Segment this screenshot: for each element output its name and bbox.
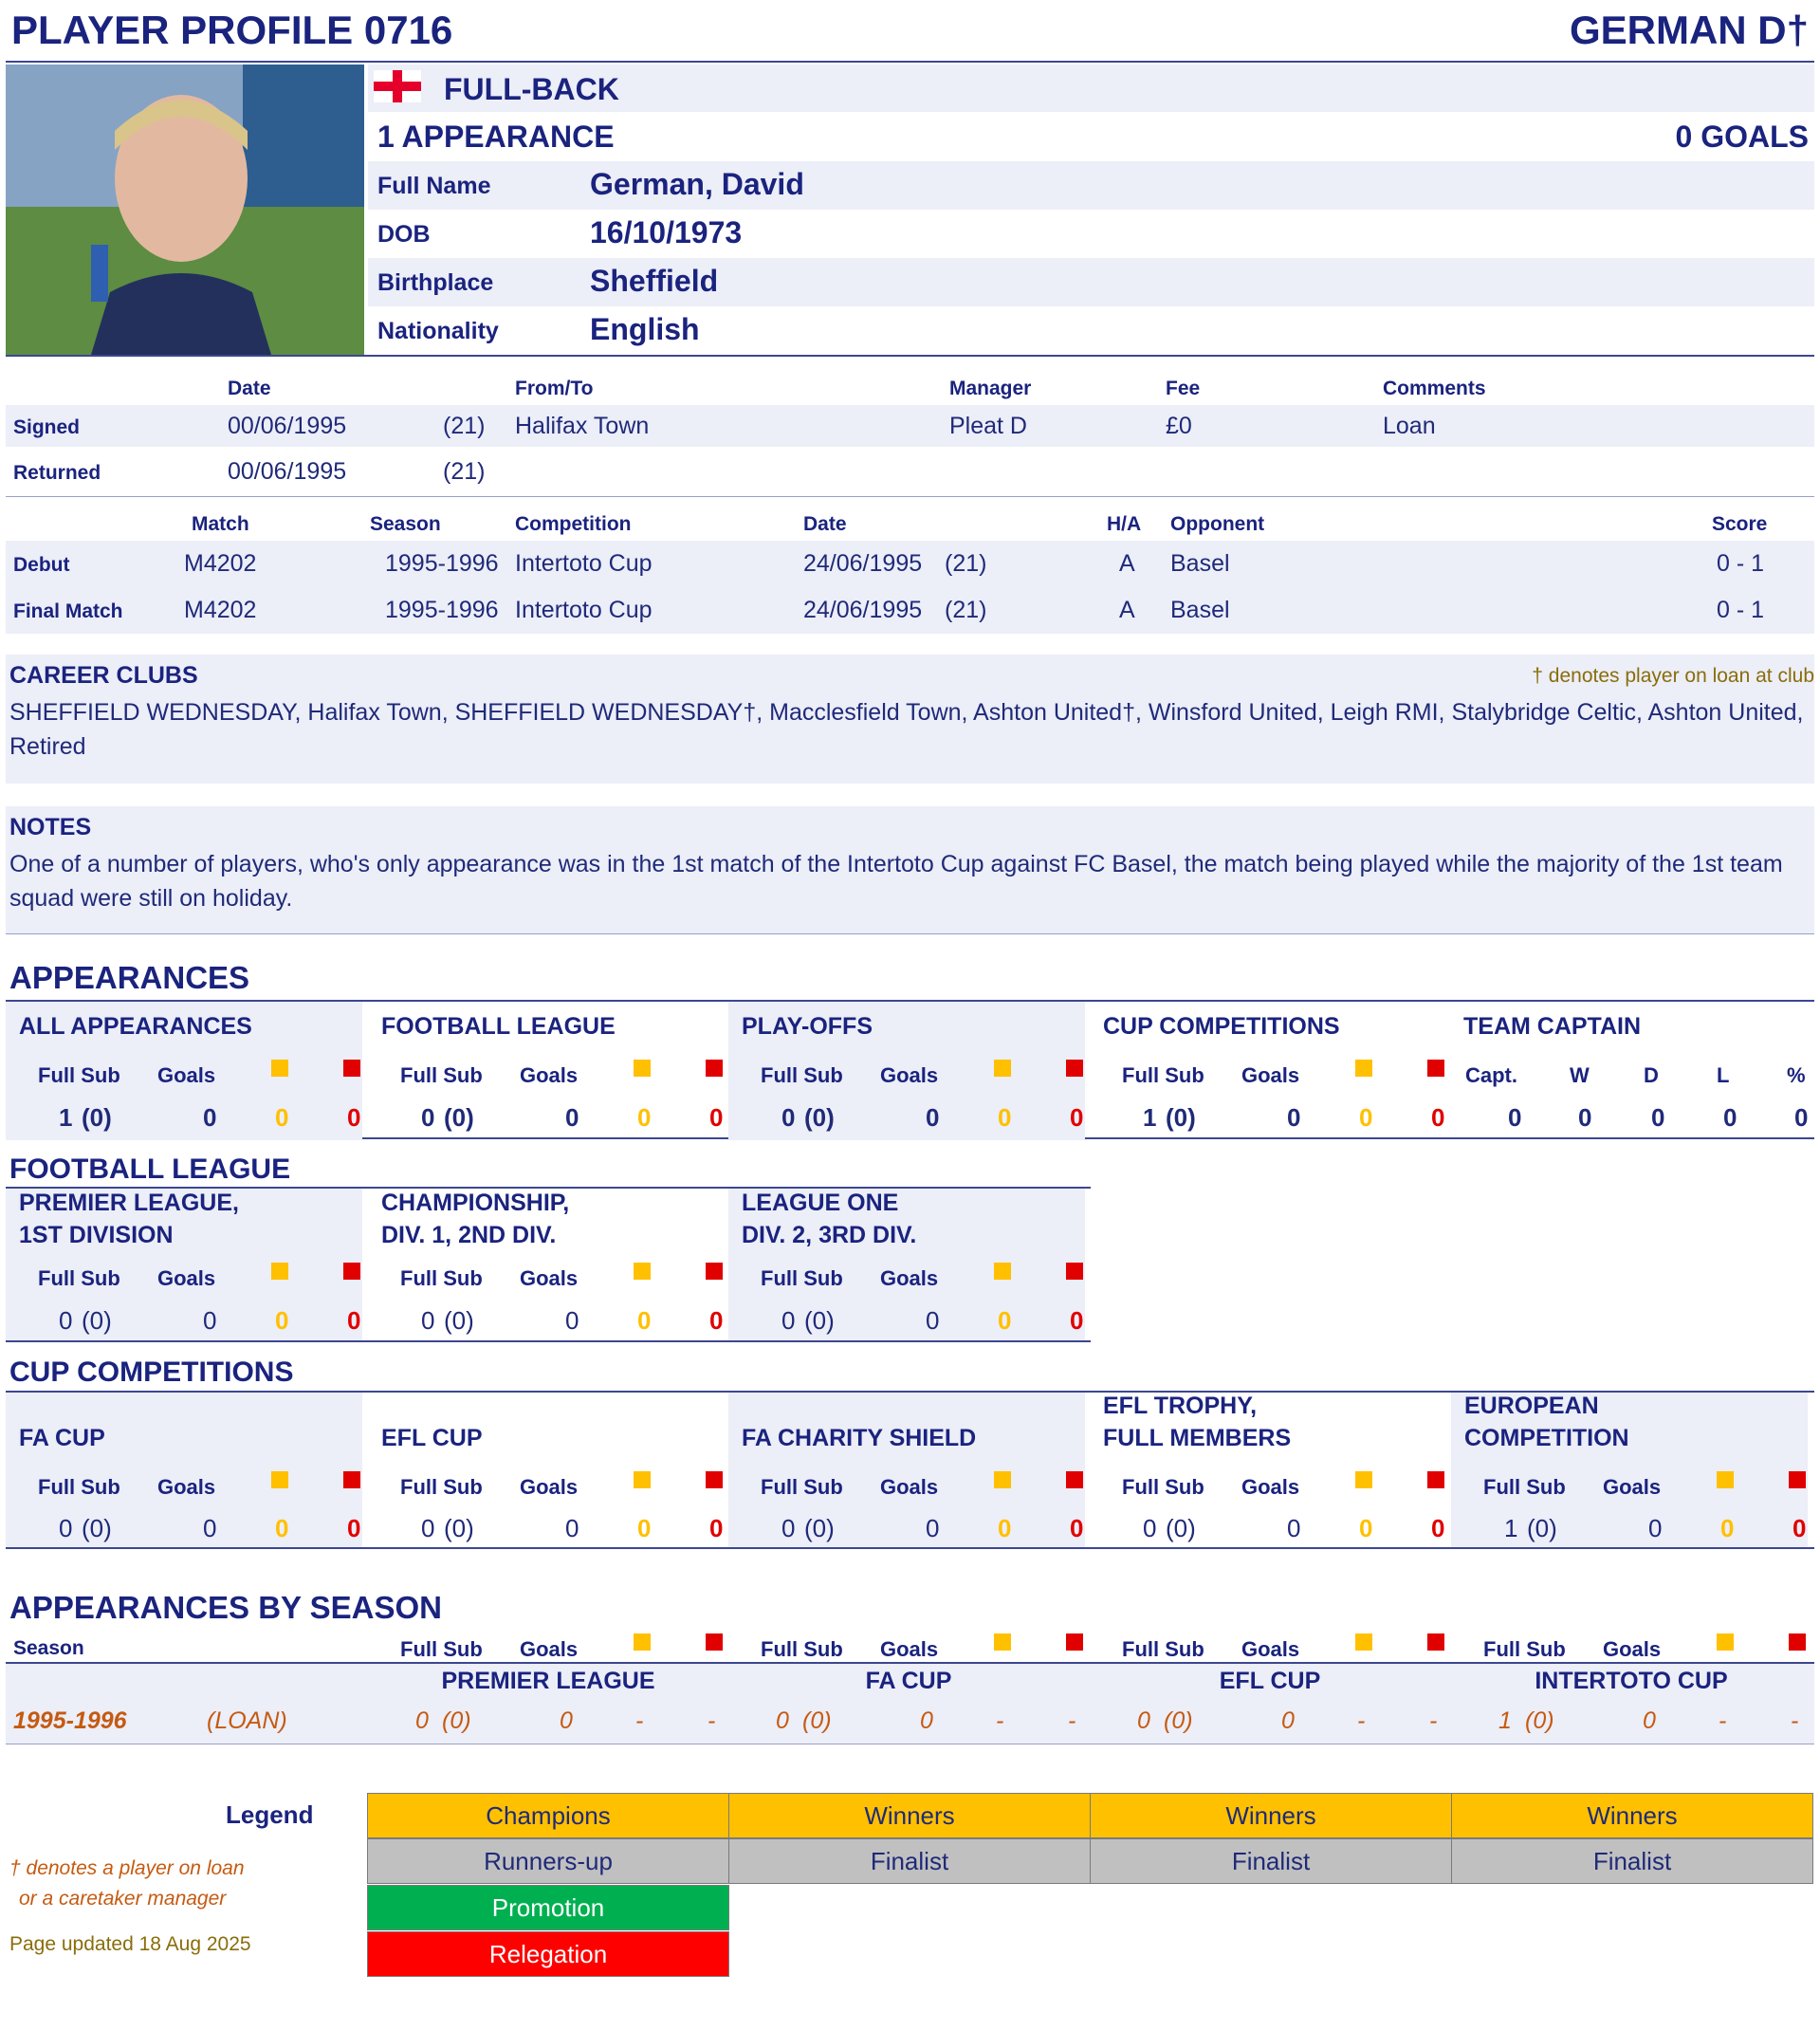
red-card-icon bbox=[343, 1060, 360, 1077]
col-full-sub: Full Sub bbox=[400, 1637, 483, 1661]
player-position: FULL-BACK bbox=[444, 72, 619, 106]
legend-silver-cell: Finalist bbox=[1451, 1838, 1813, 1884]
page-updated: Page updated 18 Aug 2025 bbox=[9, 1933, 251, 1955]
stat-subs: (0) bbox=[444, 1306, 474, 1335]
col-goals: Goals bbox=[157, 1266, 216, 1290]
match-col-header: Score bbox=[1712, 513, 1768, 535]
notes-divider bbox=[6, 933, 1814, 934]
match-row-label: Final Match bbox=[13, 600, 123, 622]
col-full-sub: Full Sub bbox=[38, 1475, 120, 1499]
stat-goals: 0 bbox=[565, 1306, 579, 1335]
appearance-count: 1 APPEARANCE bbox=[377, 120, 615, 154]
stat-yellow: 0 bbox=[637, 1306, 652, 1335]
stat-apps: 0 bbox=[59, 1514, 73, 1542]
page-title: PLAYER PROFILE 0716 bbox=[11, 8, 453, 52]
red-card-icon bbox=[343, 1263, 360, 1280]
profile-row-band bbox=[368, 161, 1814, 210]
transfer-divider bbox=[6, 496, 1814, 497]
stat-yellow: 0 bbox=[275, 1514, 289, 1542]
stat-red: 0 bbox=[1792, 1514, 1807, 1542]
yellow-card-icon bbox=[994, 1633, 1011, 1651]
stat-panel-title: ALL APPEARANCES bbox=[19, 1013, 252, 1040]
transfer-row-label: Signed bbox=[13, 416, 81, 438]
captain-value: 0 bbox=[1508, 1103, 1522, 1132]
transfer-manager: Pleat D bbox=[949, 413, 1027, 439]
stat-panel-title: FOOTBALL LEAGUE bbox=[381, 1013, 616, 1040]
stat-panel-title: LEAGUE ONE bbox=[742, 1190, 899, 1216]
yellow-card-icon bbox=[634, 1060, 651, 1077]
stat-subs: (0) bbox=[804, 1103, 835, 1132]
stat-yellow: 0 bbox=[1359, 1514, 1373, 1542]
col-full-sub: Full Sub bbox=[761, 1475, 843, 1499]
stat-red: 0 bbox=[1431, 1103, 1445, 1132]
stat-subs: (0) bbox=[82, 1103, 112, 1132]
stat-panel-title: 1ST DIVISION bbox=[19, 1222, 174, 1248]
yellow-card-icon bbox=[1355, 1633, 1372, 1651]
legend-gold-cell: Winners bbox=[1451, 1793, 1813, 1838]
stat-subs: (0) bbox=[82, 1514, 112, 1542]
player-photo bbox=[6, 65, 364, 355]
season-comp-header: INTERTOTO CUP bbox=[1535, 1668, 1728, 1694]
yellow-card-icon bbox=[634, 1633, 651, 1651]
col-full-sub: Full Sub bbox=[400, 1063, 483, 1087]
stat-apps: 0 bbox=[781, 1103, 796, 1132]
stat-yellow: 0 bbox=[1720, 1514, 1735, 1542]
legend-gold-cell: Winners bbox=[1090, 1793, 1452, 1838]
stat-apps: 0 bbox=[421, 1514, 435, 1542]
stat-panel-title: COMPETITION bbox=[1464, 1425, 1629, 1451]
match-age: (21) bbox=[945, 597, 987, 623]
stat-apps: 1 bbox=[59, 1103, 73, 1132]
league-bottom bbox=[6, 1340, 1091, 1342]
col-goals: Goals bbox=[520, 1475, 579, 1499]
match-ha: A bbox=[1119, 550, 1135, 577]
yellow-card-icon bbox=[1355, 1471, 1372, 1488]
legend-note-2: or a caretaker manager bbox=[19, 1888, 227, 1910]
col-full-sub: Full Sub bbox=[400, 1266, 483, 1290]
transfer-row-label: Returned bbox=[13, 462, 101, 484]
yellow-card-icon bbox=[271, 1263, 288, 1280]
profile-value: 16/10/1973 bbox=[590, 215, 743, 249]
stat-apps: 1 bbox=[1504, 1514, 1518, 1542]
match-score: 0 - 1 bbox=[1717, 597, 1765, 623]
legend-title: Legend bbox=[226, 1800, 314, 1829]
red-card-icon bbox=[1066, 1263, 1083, 1280]
match-score: 0 - 1 bbox=[1717, 550, 1765, 577]
season-apps: 0 bbox=[415, 1707, 429, 1734]
match-age: (21) bbox=[945, 550, 987, 577]
notes-text: One of a number of players, who's only appearance was in the 1st match of the Intertoto Cup against FC Basel, the match being played while the majority of the 1st team squad were still on holiday. bbox=[9, 851, 1783, 912]
match-col-header: Match bbox=[192, 513, 249, 535]
profile-label: DOB bbox=[377, 221, 431, 248]
stat-red: 0 bbox=[347, 1306, 361, 1335]
profile-row-band bbox=[368, 258, 1814, 306]
col-goals: Goals bbox=[880, 1637, 939, 1661]
stat-apps: 0 bbox=[1143, 1514, 1157, 1542]
col-full-sub: Full Sub bbox=[761, 1637, 843, 1661]
profile-value: English bbox=[590, 312, 700, 346]
stat-red: 0 bbox=[709, 1306, 724, 1335]
captain-col-header: W bbox=[1570, 1063, 1590, 1087]
stat-goals: 0 bbox=[926, 1514, 940, 1542]
season-yellow: - bbox=[996, 1707, 1004, 1734]
col-full-sub: Full Sub bbox=[38, 1063, 120, 1087]
stat-apps: 1 bbox=[1143, 1103, 1157, 1132]
season-label: 1995-1996 bbox=[13, 1707, 127, 1734]
captain-value: 0 bbox=[1578, 1103, 1592, 1132]
col-goals: Goals bbox=[1241, 1063, 1300, 1087]
stat-subs: (0) bbox=[1166, 1103, 1196, 1132]
stat-goals: 0 bbox=[565, 1514, 579, 1542]
transfer-fee: £0 bbox=[1166, 413, 1192, 439]
match-col-header: Opponent bbox=[1170, 513, 1265, 535]
stat-panel-title: EFL CUP bbox=[381, 1425, 483, 1451]
match-col-header: Date bbox=[803, 513, 847, 535]
match-opponent: Basel bbox=[1170, 597, 1230, 623]
col-full-sub: Full Sub bbox=[761, 1063, 843, 1087]
stat-yellow: 0 bbox=[637, 1103, 652, 1132]
transfer-col-header: Fee bbox=[1166, 378, 1201, 399]
match-date: 24/06/1995 bbox=[803, 597, 923, 623]
legend-silver-cell: Runners-up bbox=[367, 1838, 729, 1884]
stat-panel-title: FULL MEMBERS bbox=[1103, 1425, 1292, 1451]
season-goals: 0 bbox=[1281, 1707, 1295, 1734]
captain-title: TEAM CAPTAIN bbox=[1463, 1013, 1642, 1040]
stat-red: 0 bbox=[347, 1103, 361, 1132]
profile-value: Sheffield bbox=[590, 264, 719, 298]
red-card-icon bbox=[706, 1633, 723, 1651]
stat-goals: 0 bbox=[1648, 1514, 1663, 1542]
match-row-label: Debut bbox=[13, 554, 70, 576]
stat-panel-title: FA CUP bbox=[19, 1425, 105, 1451]
stat-red: 0 bbox=[347, 1514, 361, 1542]
season-apps: 0 bbox=[1137, 1707, 1150, 1734]
stat-panel-title: PREMIER LEAGUE, bbox=[19, 1190, 239, 1216]
stat-subs: (0) bbox=[804, 1306, 835, 1335]
red-card-icon bbox=[706, 1471, 723, 1488]
yellow-card-icon bbox=[994, 1060, 1011, 1077]
legend-gold-cell: Champions bbox=[367, 1793, 729, 1838]
player-short-name: GERMAN D† bbox=[1569, 8, 1809, 52]
yellow-card-icon bbox=[1717, 1633, 1734, 1651]
match-col-header: Season bbox=[370, 513, 441, 535]
legend-promotion-cell: Promotion bbox=[367, 1885, 729, 1930]
stat-red: 0 bbox=[1070, 1306, 1084, 1335]
season-apps: 0 bbox=[776, 1707, 789, 1734]
col-goals: Goals bbox=[1603, 1637, 1662, 1661]
yellow-card-icon bbox=[634, 1263, 651, 1280]
season-red: - bbox=[1068, 1707, 1076, 1734]
yellow-card-icon bbox=[271, 1471, 288, 1488]
col-full-sub: Full Sub bbox=[1122, 1475, 1204, 1499]
stat-yellow: 0 bbox=[998, 1103, 1012, 1132]
transfer-club: Halifax Town bbox=[515, 413, 650, 439]
season-yellow: - bbox=[635, 1707, 644, 1734]
stat-goals: 0 bbox=[203, 1514, 217, 1542]
stat-goals: 0 bbox=[203, 1306, 217, 1335]
league-title: FOOTBALL LEAGUE bbox=[9, 1153, 291, 1185]
col-goals: Goals bbox=[880, 1475, 939, 1499]
stat-panel-title: CUP COMPETITIONS bbox=[1103, 1013, 1340, 1040]
yellow-card-icon bbox=[1717, 1471, 1734, 1488]
match-col-header: Competition bbox=[515, 513, 632, 535]
stat-subs: (0) bbox=[444, 1514, 474, 1542]
col-full-sub: Full Sub bbox=[1122, 1637, 1204, 1661]
stat-apps: 0 bbox=[421, 1103, 435, 1132]
season-status: (LOAN) bbox=[207, 1707, 287, 1734]
stat-panel-title: DIV. 2, 3RD DIV. bbox=[742, 1222, 917, 1248]
col-full-sub: Full Sub bbox=[1483, 1475, 1566, 1499]
yellow-card-icon bbox=[994, 1263, 1011, 1280]
season-comp-header: PREMIER LEAGUE bbox=[441, 1668, 655, 1694]
stat-goals: 0 bbox=[1287, 1103, 1301, 1132]
captain-value: 0 bbox=[1723, 1103, 1737, 1132]
captain-col-header: D bbox=[1644, 1063, 1659, 1087]
captain-value: 0 bbox=[1794, 1103, 1809, 1132]
season-goals: 0 bbox=[1643, 1707, 1656, 1734]
goal-count: 0 GOALS bbox=[1675, 120, 1809, 154]
by-season-title: APPEARANCES BY SEASON bbox=[9, 1590, 442, 1625]
red-card-icon bbox=[1427, 1471, 1444, 1488]
notes-title: NOTES bbox=[9, 814, 92, 840]
red-card-icon bbox=[1789, 1633, 1806, 1651]
col-full-sub: Full Sub bbox=[761, 1266, 843, 1290]
transfer-col-header: Date bbox=[228, 378, 271, 399]
season-col-header: Season bbox=[13, 1637, 84, 1659]
col-goals: Goals bbox=[1603, 1475, 1662, 1499]
match-competition: Intertoto Cup bbox=[515, 550, 653, 577]
match-competition: Intertoto Cup bbox=[515, 597, 653, 623]
stat-yellow: 0 bbox=[275, 1103, 289, 1132]
season-apps: 1 bbox=[1498, 1707, 1512, 1734]
stat-panel-title: EFL TROPHY, bbox=[1103, 1393, 1258, 1419]
red-card-icon bbox=[1066, 1633, 1083, 1651]
profile-value: German, David bbox=[590, 167, 804, 201]
legend-silver-cell: Finalist bbox=[728, 1838, 1091, 1884]
legend-silver-cell: Finalist bbox=[1090, 1838, 1452, 1884]
season-subs: (0) bbox=[802, 1707, 832, 1734]
red-card-icon bbox=[1066, 1471, 1083, 1488]
match-ha: A bbox=[1119, 597, 1135, 623]
stat-panel-title: EUROPEAN bbox=[1464, 1393, 1599, 1419]
transfer-col-header: From/To bbox=[515, 378, 594, 399]
col-goals: Goals bbox=[520, 1637, 579, 1661]
captain-col-header: L bbox=[1717, 1063, 1730, 1087]
season-comp-header: EFL CUP bbox=[1219, 1668, 1321, 1694]
match-season: 1995-1996 bbox=[385, 550, 499, 577]
col-goals: Goals bbox=[157, 1475, 216, 1499]
stat-goals: 0 bbox=[1287, 1514, 1301, 1542]
stat-red: 0 bbox=[1431, 1514, 1445, 1542]
stat-panel-title: PLAY-OFFS bbox=[742, 1013, 873, 1040]
stat-red: 0 bbox=[1070, 1514, 1084, 1542]
stat-panel-title: CHAMPIONSHIP, bbox=[381, 1190, 570, 1216]
transfer-comments: Loan bbox=[1383, 413, 1436, 439]
col-goals: Goals bbox=[157, 1063, 216, 1087]
col-goals: Goals bbox=[1241, 1637, 1300, 1661]
stat-subs: (0) bbox=[1166, 1514, 1196, 1542]
red-card-icon bbox=[706, 1060, 723, 1077]
profile-label: Full Name bbox=[377, 173, 491, 199]
col-goals: Goals bbox=[1241, 1475, 1300, 1499]
stat-yellow: 0 bbox=[998, 1306, 1012, 1335]
stat-goals: 0 bbox=[565, 1103, 579, 1132]
red-card-icon bbox=[343, 1471, 360, 1488]
col-goals: Goals bbox=[880, 1266, 939, 1290]
season-yellow: - bbox=[1719, 1707, 1727, 1734]
appearances-title: APPEARANCES bbox=[9, 960, 250, 995]
stat-apps: 0 bbox=[781, 1514, 796, 1542]
stat-subs: (0) bbox=[804, 1514, 835, 1542]
season-comp-header: FA CUP bbox=[865, 1668, 952, 1694]
season-goals: 0 bbox=[560, 1707, 573, 1734]
captain-value: 0 bbox=[1651, 1103, 1665, 1132]
season-red: - bbox=[1429, 1707, 1438, 1734]
stat-subs: (0) bbox=[82, 1306, 112, 1335]
stat-goals: 0 bbox=[203, 1103, 217, 1132]
cups-bottom bbox=[6, 1547, 1814, 1549]
season-yellow: - bbox=[1357, 1707, 1366, 1734]
transfer-col-header: Comments bbox=[1383, 378, 1486, 399]
match-col-header: H/A bbox=[1107, 513, 1142, 535]
career-title: CAREER CLUBS bbox=[9, 662, 198, 689]
header-divider bbox=[6, 61, 1814, 63]
yellow-card-icon bbox=[634, 1471, 651, 1488]
col-goals: Goals bbox=[520, 1266, 579, 1290]
yellow-card-icon bbox=[271, 1060, 288, 1077]
loan-note: † denotes player on loan at club bbox=[1532, 665, 1814, 687]
cups-title: CUP COMPETITIONS bbox=[9, 1356, 294, 1388]
col-goals: Goals bbox=[520, 1063, 579, 1087]
captain-col-header: Capt. bbox=[1465, 1063, 1517, 1087]
stat-red: 0 bbox=[1070, 1103, 1084, 1132]
col-full-sub: Full Sub bbox=[1122, 1063, 1204, 1087]
yellow-card-icon bbox=[994, 1471, 1011, 1488]
red-card-icon bbox=[1427, 1060, 1444, 1077]
stat-yellow: 0 bbox=[1359, 1103, 1373, 1132]
transfer-date: 00/06/1995 bbox=[228, 458, 347, 485]
yellow-card-icon bbox=[1355, 1060, 1372, 1077]
stat-yellow: 0 bbox=[998, 1514, 1012, 1542]
transfer-age: (21) bbox=[443, 413, 486, 439]
col-goals: Goals bbox=[880, 1063, 939, 1087]
profile-label: Nationality bbox=[377, 318, 499, 344]
stat-yellow: 0 bbox=[275, 1306, 289, 1335]
legend-relegation-cell: Relegation bbox=[367, 1931, 729, 1977]
stat-goals: 0 bbox=[926, 1103, 940, 1132]
red-card-icon bbox=[706, 1263, 723, 1280]
legend-gold-cell: Winners bbox=[728, 1793, 1091, 1838]
match-id: M4202 bbox=[184, 597, 257, 623]
col-full-sub: Full Sub bbox=[1483, 1637, 1566, 1661]
season-subs: (0) bbox=[1525, 1707, 1554, 1734]
season-red: - bbox=[708, 1707, 716, 1734]
red-card-icon bbox=[1789, 1471, 1806, 1488]
profile-label: Birthplace bbox=[377, 269, 494, 296]
stat-panel-title: DIV. 1, 2ND DIV. bbox=[381, 1222, 557, 1248]
england-flag-icon bbox=[374, 70, 421, 102]
stat-apps: 0 bbox=[781, 1306, 796, 1335]
col-full-sub: Full Sub bbox=[400, 1475, 483, 1499]
stat-goals: 0 bbox=[926, 1306, 940, 1335]
red-card-icon bbox=[1066, 1060, 1083, 1077]
col-full-sub: Full Sub bbox=[38, 1266, 120, 1290]
match-opponent: Basel bbox=[1170, 550, 1230, 577]
red-card-icon bbox=[1427, 1633, 1444, 1651]
captain-col-header: % bbox=[1787, 1063, 1806, 1087]
transfer-col-header: Manager bbox=[949, 378, 1032, 399]
transfer-age: (21) bbox=[443, 458, 486, 485]
transfer-date: 00/06/1995 bbox=[228, 413, 347, 439]
match-date: 24/06/1995 bbox=[803, 550, 923, 577]
stat-subs: (0) bbox=[444, 1103, 474, 1132]
stat-apps: 0 bbox=[59, 1306, 73, 1335]
season-goals: 0 bbox=[920, 1707, 933, 1734]
match-id: M4202 bbox=[184, 550, 257, 577]
stat-panel-title: FA CHARITY SHIELD bbox=[742, 1425, 977, 1451]
stat-subs: (0) bbox=[1527, 1514, 1557, 1542]
legend-note-1: † denotes a player on loan bbox=[9, 1857, 245, 1879]
match-season: 1995-1996 bbox=[385, 597, 499, 623]
season-subs: (0) bbox=[1164, 1707, 1193, 1734]
stat-apps: 0 bbox=[421, 1306, 435, 1335]
career-clubs-text: SHEFFIELD WEDNESDAY, Halifax Town, SHEFFIELD WEDNESDAY†, Macclesfield Town, Ashton United†, Winsford United, Leigh RMI, Stalybridge Celtic, Ashton United, Retired bbox=[9, 699, 1804, 760]
season-subs: (0) bbox=[442, 1707, 471, 1734]
stat-red: 0 bbox=[709, 1514, 724, 1542]
position-row bbox=[368, 65, 1814, 112]
stat-red: 0 bbox=[709, 1103, 724, 1132]
season-red: - bbox=[1791, 1707, 1799, 1734]
profile-divider bbox=[6, 355, 1814, 357]
stat-yellow: 0 bbox=[637, 1514, 652, 1542]
